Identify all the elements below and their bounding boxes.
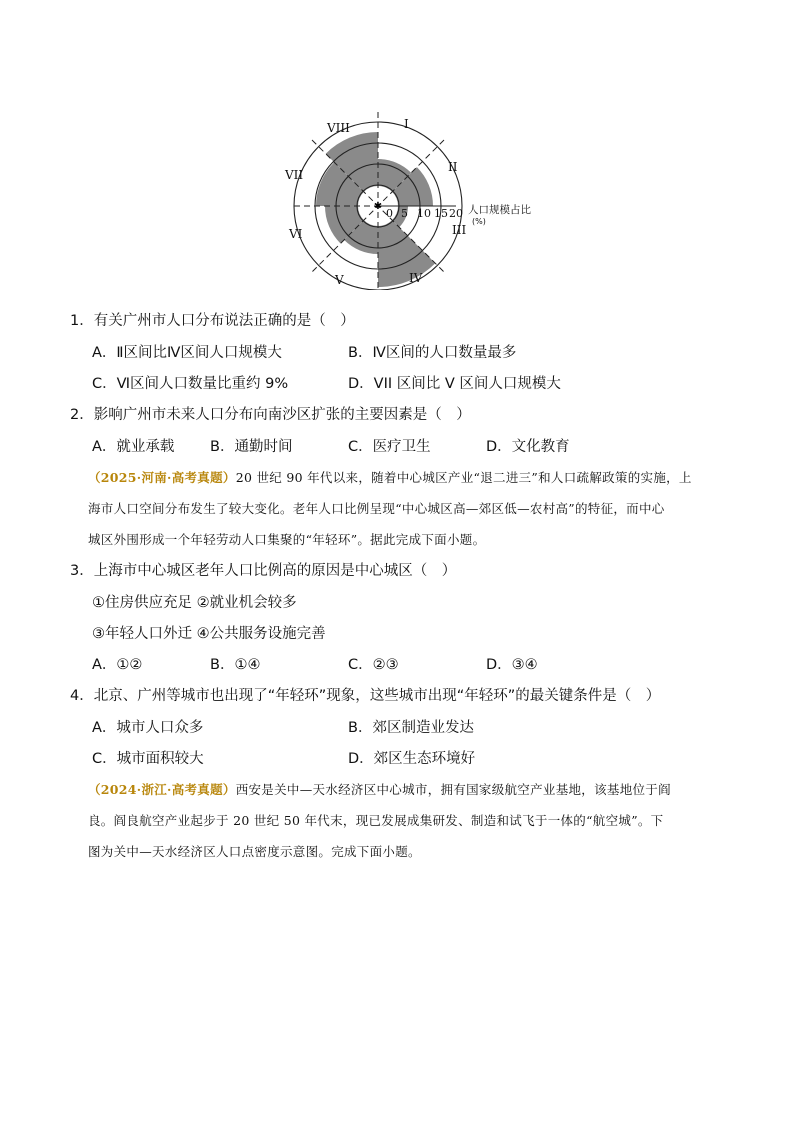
- sector-label-vi: VI: [289, 227, 303, 241]
- rose-diagram-svg: [280, 110, 550, 290]
- tick-label-15: 15: [434, 207, 448, 220]
- question-1-option-d[interactable]: D．VII 区间比 V 区间人口规模大: [348, 376, 561, 392]
- passage-1: [88, 462, 728, 555]
- question-2-stem: 2．影响广州市未来人口分布向南沙区扩张的主要因素是（ ）: [70, 407, 471, 423]
- tick-label-0: 0: [386, 207, 393, 220]
- center-mark: ✱: [373, 201, 383, 212]
- passage-1-source: （2025·河南·高考真题）: [88, 470, 236, 485]
- passage-2-line-1: 西安是关中—天水经济区中心城市，拥有国家级航空产业基地，该基地位于阎: [235, 782, 671, 797]
- passage-1-line-3: 城区外围形成一个年轻劳动人口集聚的“年轻环”。据此完成下面小题。: [88, 532, 486, 547]
- sector-label-iv: IV: [409, 271, 423, 285]
- passage-1-line-1: 20 世纪 90 年代以来，随着中心城区产业“退二进三”和人口疏解政策的实施，上: [235, 470, 692, 485]
- question-3-option-a[interactable]: A．①②: [92, 657, 143, 673]
- question-3-stem: 3．上海市中心城区老年人口比例高的原因是中心城区（ ）: [70, 563, 457, 579]
- question-3-statements-1: ①住房供应充足 ②就业机会较多: [92, 595, 297, 611]
- passage-2-line-2: 良。阎良航空产业起步于 20 世纪 50 年代末，现已发展成集研发、制造和试飞于一体的“航空城”。下: [88, 813, 664, 828]
- question-2-option-b[interactable]: B．通勤时间: [210, 439, 293, 455]
- sector-label-ii: II: [448, 160, 458, 174]
- tick-label-10: 10: [417, 207, 431, 220]
- question-3-option-d[interactable]: D．③④: [486, 657, 538, 673]
- question-4-option-b[interactable]: B．郊区制造业发达: [348, 720, 474, 736]
- passage-1-line-2: 海市人口空间分布发生了较大变化。老年人口比例呈现“中心城区高—郊区低—农村高”的特征，而中心: [88, 501, 665, 516]
- sector-label-i: I: [404, 117, 409, 131]
- axis-unit: (%): [472, 217, 486, 226]
- axis-label: 人口规模占比: [468, 204, 531, 216]
- passage-2: [88, 774, 728, 867]
- sector-label-v: V: [335, 273, 344, 287]
- question-4-stem: 4．北京、广州等城市也出现了“年轻环”现象，这些城市出现“年轻环”的最关键条件是（ ）: [70, 688, 661, 704]
- sector-label-viii: VIII: [327, 121, 350, 135]
- tick-label-5: 5: [401, 207, 408, 220]
- question-2-option-a[interactable]: A．就业承载: [92, 439, 175, 455]
- question-2-option-d[interactable]: D．文化教育: [486, 439, 570, 455]
- question-3-option-b[interactable]: B．①④: [210, 657, 261, 673]
- question-4-option-d[interactable]: D．郊区生态环境好: [348, 751, 476, 767]
- question-4-option-a[interactable]: A．城市人口众多: [92, 720, 204, 736]
- question-1-stem: 1．有关广州市人口分布说法正确的是（ ）: [70, 313, 355, 329]
- passage-2-source: （2024·浙江·高考真题）: [88, 782, 236, 797]
- question-1-option-b[interactable]: B．Ⅳ区间的人口数量最多: [348, 345, 517, 361]
- sector-label-iii: III: [452, 223, 467, 237]
- question-4-option-c[interactable]: C．城市面积较大: [92, 751, 204, 767]
- question-1-option-c[interactable]: C．Ⅵ区间人口数量比重约 9%: [92, 376, 289, 392]
- passage-2-line-3: 图为关中—天水经济区人口点密度示意图。完成下面小题。: [88, 844, 421, 859]
- population-rose-diagram: [280, 110, 550, 290]
- sector-label-vii: VII: [285, 168, 304, 182]
- tick-label-20: 20: [449, 207, 463, 220]
- question-1-option-a[interactable]: A．Ⅱ区间比Ⅳ区间人口规模大: [92, 345, 282, 361]
- question-3-statements-2: ③年轻人口外迁 ④公共服务设施完善: [92, 626, 326, 642]
- question-3-option-c[interactable]: C．②③: [348, 657, 399, 673]
- question-2-option-c[interactable]: C．医疗卫生: [348, 439, 431, 455]
